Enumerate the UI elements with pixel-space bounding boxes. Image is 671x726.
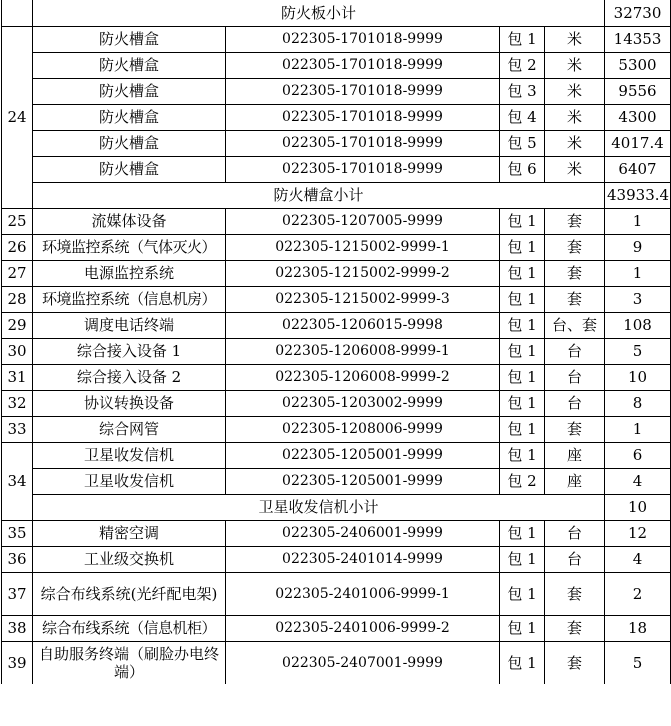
subtotal-row-satellite <box>2 494 671 520</box>
unit: 套 <box>545 234 605 260</box>
table-row <box>2 338 671 364</box>
item-code: 022305-1208006-9999 <box>226 416 500 442</box>
package-no: 包 1 <box>500 208 545 234</box>
table-row <box>2 641 671 684</box>
quantity: 1 <box>605 260 671 286</box>
item-name: 综合接入设备 2 <box>33 364 226 390</box>
item-name: 综合网管 <box>33 416 226 442</box>
package-no: 包 1 <box>500 615 545 641</box>
unit: 台 <box>545 520 605 546</box>
unit: 套 <box>545 286 605 312</box>
seq-cell: 31 <box>2 364 33 390</box>
item-name: 精密空调 <box>33 520 226 546</box>
seq-cell: 29 <box>2 312 33 338</box>
item-code: 022305-1701018-9999 <box>226 156 500 182</box>
unit: 米 <box>545 26 605 52</box>
package-no: 包 4 <box>500 104 545 130</box>
item-name: 流媒体设备 <box>33 208 226 234</box>
subtotal-row-fireproof-board <box>2 0 671 26</box>
seq-cell: 33 <box>2 416 33 442</box>
item-name: 综合布线系统（信息机柜） <box>33 615 226 641</box>
unit: 台 <box>545 390 605 416</box>
package-no: 包 1 <box>500 338 545 364</box>
unit: 米 <box>545 52 605 78</box>
item-code: 022305-1215002-9999-3 <box>226 286 500 312</box>
item-code: 022305-1207005-9999 <box>226 208 500 234</box>
package-no: 包 1 <box>500 234 545 260</box>
item-name: 防火槽盒 <box>33 130 226 156</box>
quantity: 4 <box>605 546 671 572</box>
item-name: 卫星收发信机 <box>33 468 226 494</box>
quantity: 6407 <box>605 156 671 182</box>
seq-cell: 25 <box>2 208 33 234</box>
subtotal-label: 防火槽盒小计 <box>33 182 605 208</box>
item-code: 022305-2407001-9999 <box>226 641 500 684</box>
item-code: 022305-2401006-9999-2 <box>226 615 500 641</box>
item-name: 调度电话终端 <box>33 312 226 338</box>
unit: 台 <box>545 364 605 390</box>
quantity: 9556 <box>605 78 671 104</box>
item-code: 022305-1701018-9999 <box>226 130 500 156</box>
unit: 台、套 <box>545 312 605 338</box>
item-name: 卫星收发信机 <box>33 442 226 468</box>
package-no: 包 1 <box>500 641 545 684</box>
subtotal-qty: 43933.4 <box>605 182 671 208</box>
package-no: 包 1 <box>500 546 545 572</box>
item-name: 防火槽盒 <box>33 104 226 130</box>
table-row <box>2 572 671 615</box>
item-name: 综合布线系统(光纤配电架) <box>33 572 226 615</box>
package-no: 包 1 <box>500 312 545 338</box>
seq-cell: 24 <box>2 26 33 208</box>
item-code: 022305-1203002-9999 <box>226 390 500 416</box>
quantity: 6 <box>605 442 671 468</box>
table-row <box>2 208 671 234</box>
table-row <box>2 52 671 78</box>
quantity: 2 <box>605 572 671 615</box>
quantity: 5 <box>605 338 671 364</box>
unit: 座 <box>545 468 605 494</box>
seq-cell: 37 <box>2 572 33 615</box>
quantity: 12 <box>605 520 671 546</box>
seq-cell: 36 <box>2 546 33 572</box>
quantity: 9 <box>605 234 671 260</box>
seq-cell: 38 <box>2 615 33 641</box>
table-row <box>2 156 671 182</box>
item-name: 环境监控系统（气体灭火） <box>33 234 226 260</box>
package-no: 包 1 <box>500 260 545 286</box>
quantity: 14353 <box>605 26 671 52</box>
unit: 米 <box>545 104 605 130</box>
package-no: 包 1 <box>500 364 545 390</box>
item-code: 022305-2406001-9999 <box>226 520 500 546</box>
item-code: 022305-1215002-9999-1 <box>226 234 500 260</box>
quantity: 8 <box>605 390 671 416</box>
quantity: 4300 <box>605 104 671 130</box>
package-no: 包 3 <box>500 78 545 104</box>
item-code: 022305-2401006-9999-1 <box>226 572 500 615</box>
unit: 台 <box>545 338 605 364</box>
quantity: 108 <box>605 312 671 338</box>
subtotal-label: 防火板小计 <box>33 0 605 26</box>
table-row <box>2 286 671 312</box>
subtotal-qty: 32730 <box>605 0 671 26</box>
table-row <box>2 104 671 130</box>
table-row <box>2 615 671 641</box>
unit: 米 <box>545 78 605 104</box>
package-no: 包 1 <box>500 390 545 416</box>
quantity: 10 <box>605 364 671 390</box>
unit: 米 <box>545 156 605 182</box>
item-code: 022305-1701018-9999 <box>226 52 500 78</box>
seq-cell-empty <box>2 0 33 26</box>
seq-cell: 39 <box>2 641 33 684</box>
item-code: 022305-1205001-9999 <box>226 468 500 494</box>
item-name: 防火槽盒 <box>33 52 226 78</box>
subtotal-row-fireproof-trough <box>2 182 671 208</box>
item-name: 工业级交换机 <box>33 546 226 572</box>
item-name: 自助服务终端（刷脸办电终端） <box>33 641 226 684</box>
seq-cell: 27 <box>2 260 33 286</box>
seq-cell: 34 <box>2 442 33 520</box>
unit: 台 <box>545 546 605 572</box>
quantity: 1 <box>605 416 671 442</box>
subtotal-label: 卫星收发信机小计 <box>33 494 605 520</box>
package-no: 包 2 <box>500 52 545 78</box>
item-code: 022305-1206008-9999-2 <box>226 364 500 390</box>
seq-cell: 26 <box>2 234 33 260</box>
unit: 套 <box>545 416 605 442</box>
item-code: 022305-1205001-9999 <box>226 442 500 468</box>
package-no: 包 1 <box>500 442 545 468</box>
quantity: 3 <box>605 286 671 312</box>
item-name: 协议转换设备 <box>33 390 226 416</box>
seq-cell: 32 <box>2 390 33 416</box>
unit: 套 <box>545 572 605 615</box>
package-no: 包 2 <box>500 468 545 494</box>
table-row <box>2 416 671 442</box>
table-row <box>2 364 671 390</box>
item-code: 022305-1701018-9999 <box>226 26 500 52</box>
item-code: 022305-2401014-9999 <box>226 546 500 572</box>
seq-cell: 28 <box>2 286 33 312</box>
table-row <box>2 468 671 494</box>
table-row <box>2 312 671 338</box>
procurement-table <box>1 0 671 684</box>
table-row <box>2 26 671 52</box>
item-code: 022305-1206008-9999-1 <box>226 338 500 364</box>
package-no: 包 5 <box>500 130 545 156</box>
table-row <box>2 520 671 546</box>
item-name: 环境监控系统（信息机房） <box>33 286 226 312</box>
quantity: 18 <box>605 615 671 641</box>
subtotal-qty: 10 <box>605 494 671 520</box>
quantity: 4 <box>605 468 671 494</box>
seq-cell: 30 <box>2 338 33 364</box>
item-name: 防火槽盒 <box>33 78 226 104</box>
package-no: 包 1 <box>500 26 545 52</box>
item-name: 电源监控系统 <box>33 260 226 286</box>
item-name: 防火槽盒 <box>33 26 226 52</box>
item-code: 022305-1206015-9998 <box>226 312 500 338</box>
item-code: 022305-1701018-9999 <box>226 104 500 130</box>
package-no: 包 1 <box>500 416 545 442</box>
package-no: 包 6 <box>500 156 545 182</box>
item-name: 综合接入设备 1 <box>33 338 226 364</box>
unit: 套 <box>545 208 605 234</box>
table-row <box>2 546 671 572</box>
table-row <box>2 130 671 156</box>
quantity: 1 <box>605 208 671 234</box>
unit: 套 <box>545 641 605 684</box>
table-row <box>2 234 671 260</box>
item-code: 022305-1701018-9999 <box>226 78 500 104</box>
quantity: 5300 <box>605 52 671 78</box>
unit: 套 <box>545 615 605 641</box>
seq-cell: 35 <box>2 520 33 546</box>
table-row <box>2 390 671 416</box>
table-row <box>2 78 671 104</box>
package-no: 包 1 <box>500 572 545 615</box>
unit: 座 <box>545 442 605 468</box>
item-name: 防火槽盒 <box>33 156 226 182</box>
table-row <box>2 260 671 286</box>
unit: 套 <box>545 260 605 286</box>
unit: 米 <box>545 130 605 156</box>
item-code: 022305-1215002-9999-2 <box>226 260 500 286</box>
table-row <box>2 442 671 468</box>
quantity: 5 <box>605 641 671 684</box>
package-no: 包 1 <box>500 520 545 546</box>
package-no: 包 1 <box>500 286 545 312</box>
quantity: 4017.4 <box>605 130 671 156</box>
